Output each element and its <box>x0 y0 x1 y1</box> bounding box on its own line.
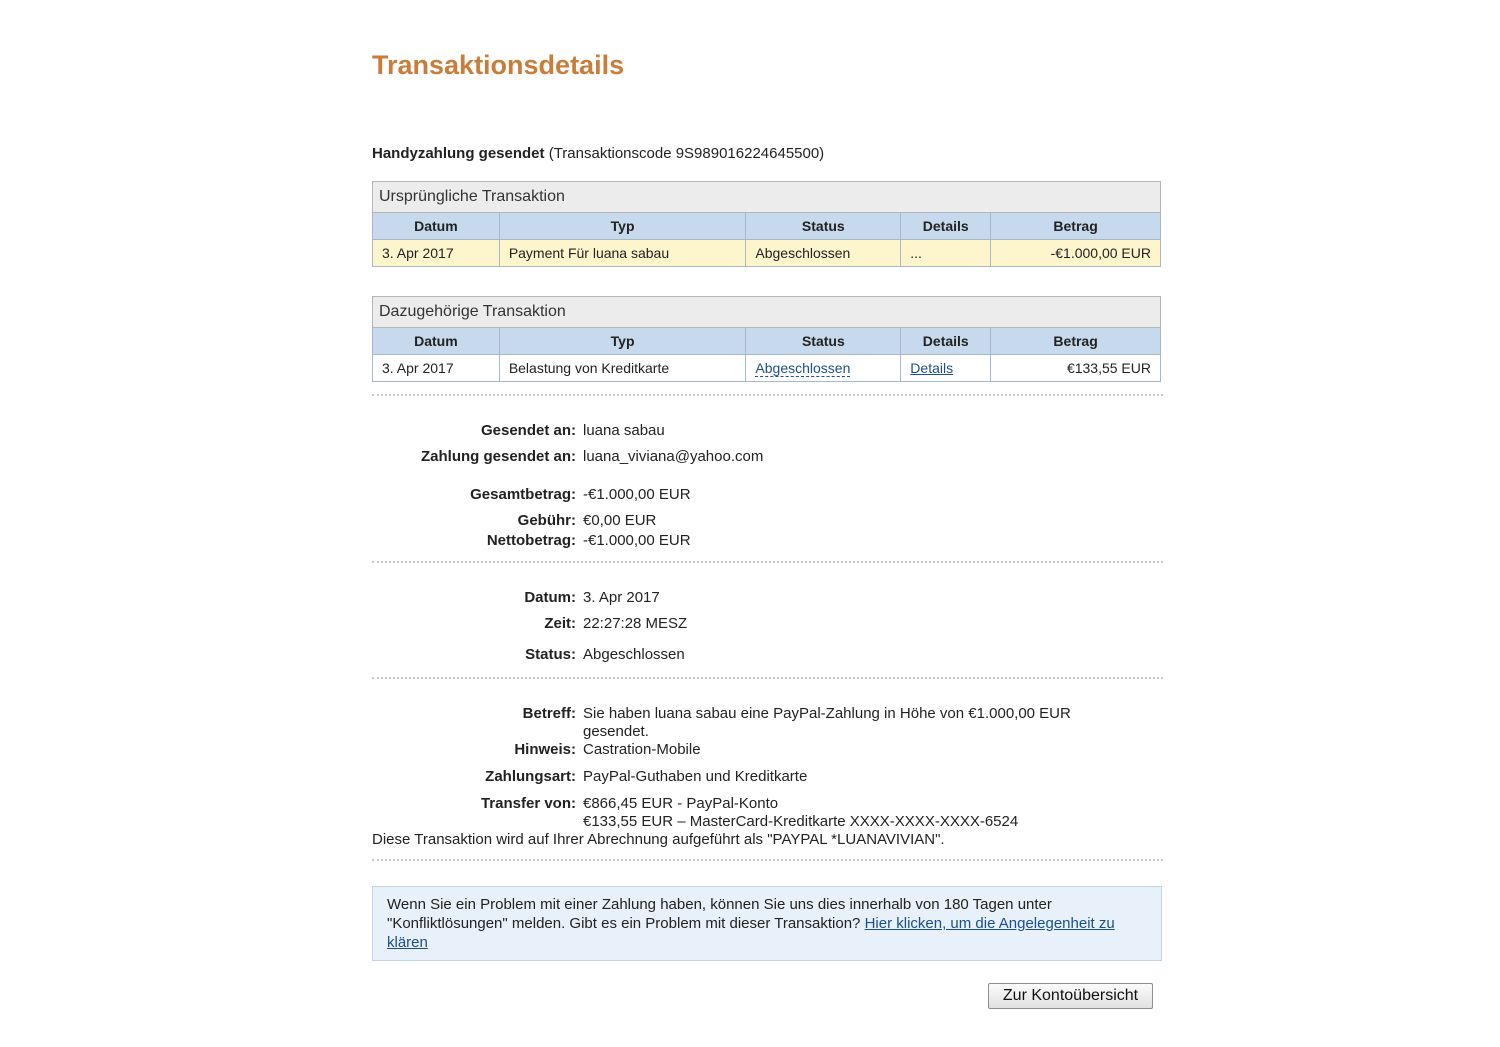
sent-to-value: luana sabau <box>583 422 665 439</box>
payment-sent-to-value: luana_viviana@yahoo.com <box>583 448 764 465</box>
col-header-betrag: Betrag <box>991 213 1161 240</box>
cell-typ: Belastung von Kreditkarte <box>499 355 746 382</box>
statement-text: Diese Transaktion wird auf Ihrer Abrechnung aufgeführt als "PAYPAL *LUANAVIVIAN". <box>372 831 945 848</box>
divider <box>372 394 1163 396</box>
original-transaction-table <box>372 181 1161 267</box>
status-label: Status: <box>525 646 576 663</box>
problem-notice-text: Wenn Sie ein Problem mit einer Zahlung haben, können Sie uns dies innerhalb von 180 Tagen unter "Konfliktlösungen" melden. Gibt es ein Problem mit dieser Transaktion? <box>387 896 1052 932</box>
net-value: -€1.000,00 EUR <box>583 532 691 549</box>
total-label: Gesamtbetrag: <box>470 486 576 503</box>
cell-betrag: -€1.000,00 EUR <box>991 240 1161 267</box>
date-label: Datum: <box>524 589 576 606</box>
cell-typ: Payment Für luana sabau <box>499 240 746 267</box>
note-value: Castration-Mobile <box>583 741 701 758</box>
resolve-issue-link[interactable]: Hier klicken, um die Angelegenheit zu klären <box>387 915 1115 951</box>
fee-value: €0,00 EUR <box>583 512 657 529</box>
col-header-details: Details <box>901 328 991 355</box>
payment-method-value: PayPal-Guthaben und Kreditkarte <box>583 768 808 785</box>
note-label: Hinweis: <box>514 741 576 758</box>
col-header-datum: Datum <box>373 213 500 240</box>
net-label: Nettobetrag: <box>486 532 576 549</box>
total-value: -€1.000,00 EUR <box>583 486 691 503</box>
col-header-status: Status <box>746 213 901 240</box>
transfer-sources <box>583 795 1143 831</box>
fee-label: Gebühr: <box>517 512 576 529</box>
payment-method-label: Zahlungsart: <box>485 768 576 785</box>
transaction-code: (Transaktionscode 9S989016224645500) <box>548 145 825 162</box>
payment-sent-to-label: Zahlung gesendet an: <box>420 448 576 465</box>
related-transaction-caption: Dazugehörige Transaktion <box>373 297 1161 328</box>
transaction-type: Handyzahlung gesendet <box>372 145 545 162</box>
col-header-typ: Typ <box>499 213 746 240</box>
time-label: Zeit: <box>544 615 576 632</box>
page-title: Transaktionsdetails <box>372 50 625 80</box>
subject-label: Betreff: <box>522 705 576 722</box>
subject-value: Sie haben luana sabau eine PayPal-Zahlung in Höhe von €1.000,00 EUR gesendet. <box>583 705 1071 740</box>
cell-status-container <box>746 355 901 382</box>
transfer-line: €133,55 EUR – MasterCard-Kreditkarte XXXX-XXXX-XXXX-6524 <box>583 813 1019 830</box>
cell-datum: 3. Apr 2017 <box>373 240 500 267</box>
status-value: Abgeschlossen <box>583 646 685 663</box>
time-value: 22:27:28 MESZ <box>583 615 688 632</box>
cell-betrag: €133,55 EUR <box>991 355 1161 382</box>
sent-to-label: Gesendet an: <box>480 422 576 439</box>
col-header-status: Status <box>746 328 901 355</box>
transfer-line: €866,45 EUR - PayPal-Konto <box>583 795 779 812</box>
col-header-datum: Datum <box>373 328 500 355</box>
transaction-summary <box>372 145 824 162</box>
cell-status: Abgeschlossen <box>746 240 901 267</box>
divider <box>372 677 1163 679</box>
transfer-label: Transfer von: <box>480 795 576 812</box>
problem-notice <box>372 886 1162 961</box>
date-value: 3. Apr 2017 <box>583 589 660 606</box>
col-header-details: Details <box>901 213 991 240</box>
divider <box>372 561 1163 563</box>
cell-datum: 3. Apr 2017 <box>373 355 500 382</box>
original-transaction-caption: Ursprüngliche Transaktion <box>373 182 1161 213</box>
details-link[interactable]: Details <box>910 360 954 376</box>
related-transaction-table <box>372 296 1161 382</box>
col-header-typ: Typ <box>499 328 746 355</box>
divider <box>372 859 1163 861</box>
col-header-betrag: Betrag <box>991 328 1161 355</box>
account-overview-button[interactable]: Zur Kontoübersicht <box>988 983 1153 1009</box>
cell-details: ... <box>901 240 991 267</box>
table-row <box>373 355 1161 382</box>
status-link[interactable]: Abgeschlossen <box>755 360 851 376</box>
cell-details-container <box>901 355 991 382</box>
table-row <box>373 240 1161 267</box>
